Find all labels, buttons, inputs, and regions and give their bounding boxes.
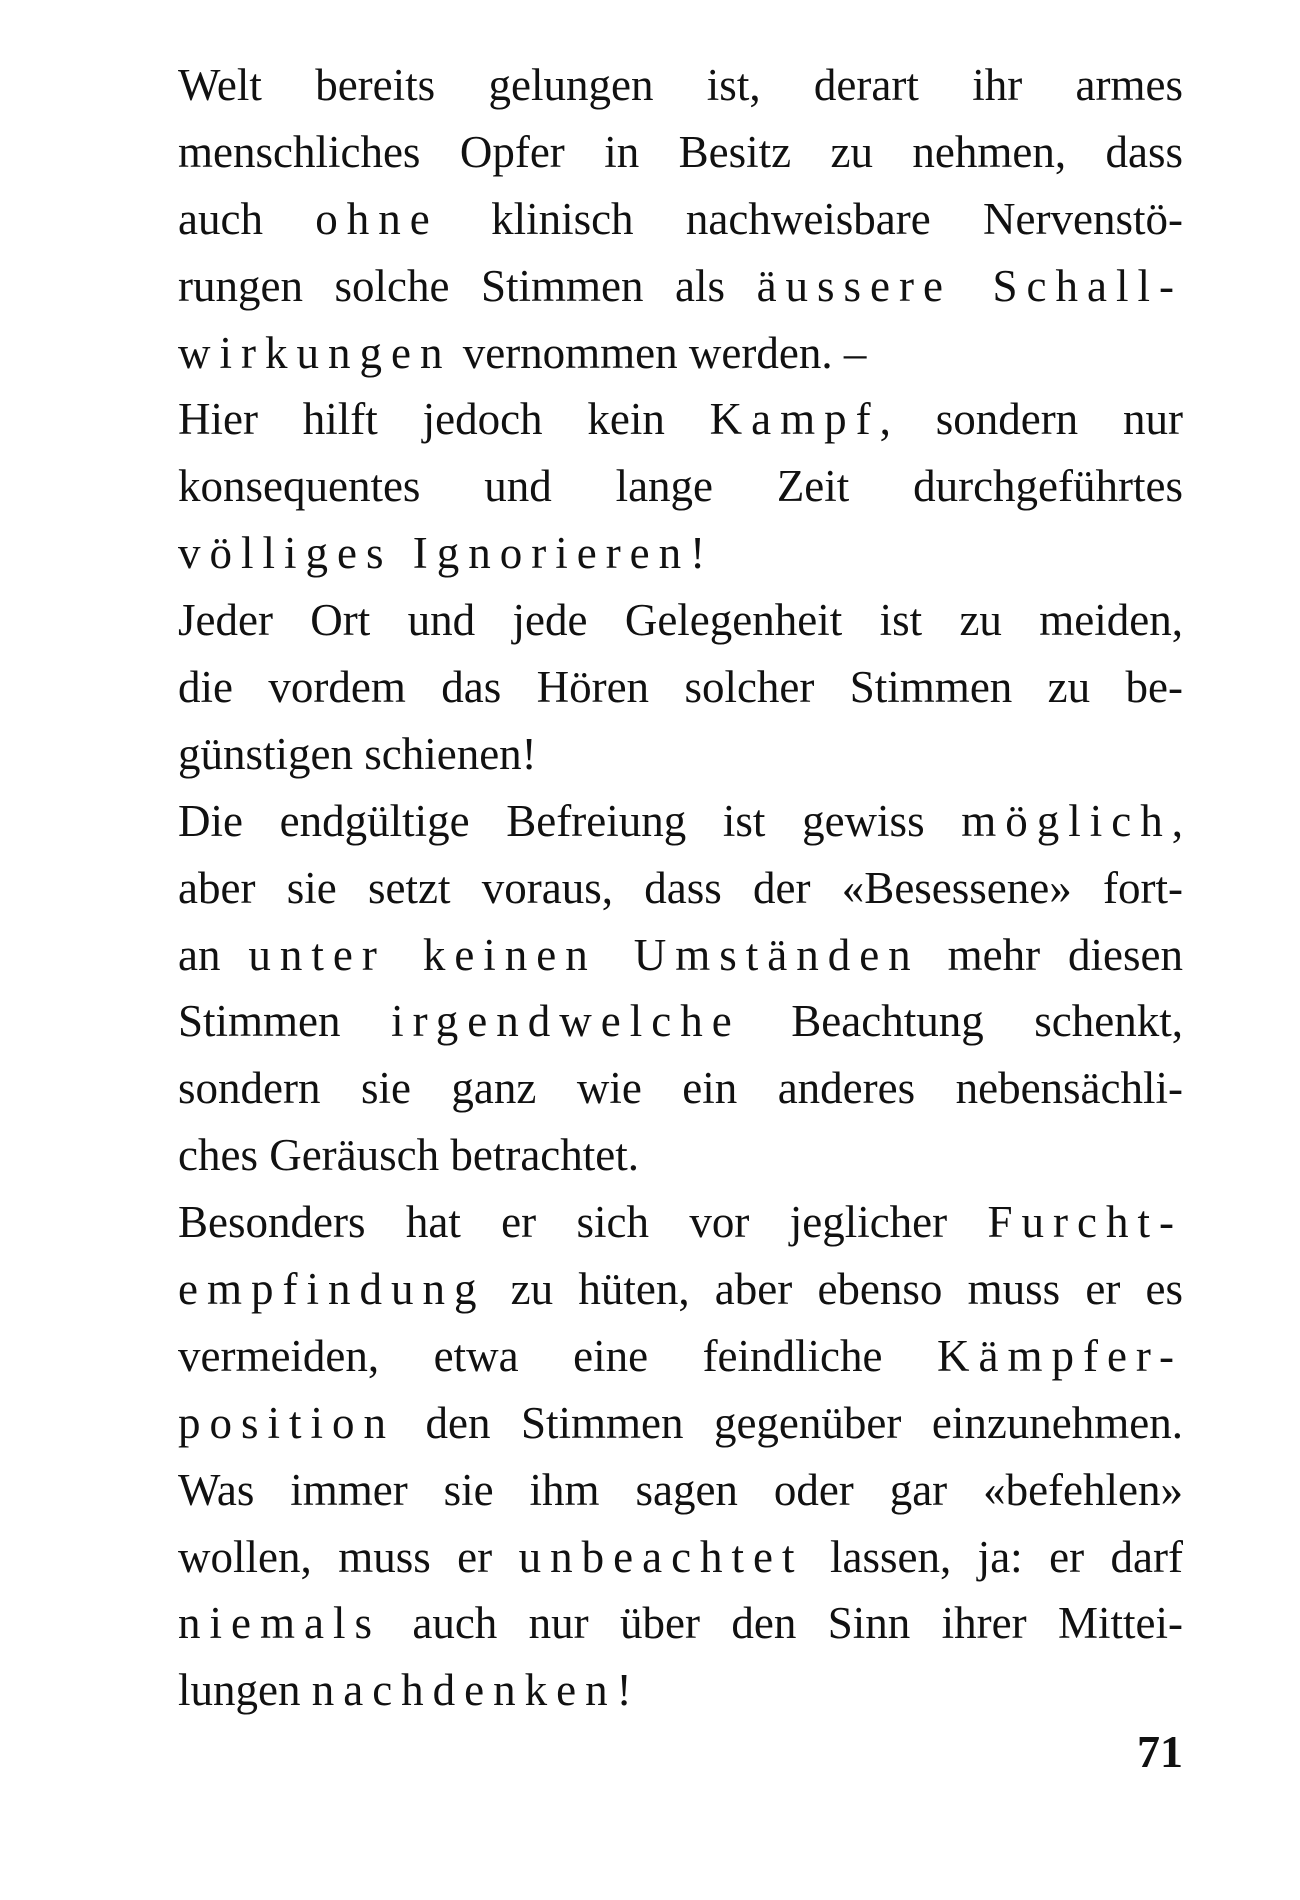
- text-line: [178, 52, 1183, 119]
- emphasized-text: Kämpfer-: [936, 1330, 1183, 1381]
- text-line: [178, 1457, 1183, 1524]
- text-line: [178, 253, 1183, 320]
- text-line: [178, 587, 1183, 654]
- emphasized-text: wirkungen: [178, 327, 452, 378]
- emphasized-text: Kampf: [709, 394, 880, 445]
- text-run: klinisch nachweisbare Nervenstö-: [438, 193, 1183, 244]
- text-run: Besonders hat er sich vor jeglicher: [178, 1197, 988, 1248]
- text-run: Was immer sie ihm sagen oder gar «befehlen»: [178, 1464, 1183, 1515]
- page-number: 71: [1137, 1726, 1183, 1777]
- text-run: Welt bereits gelungen ist, derart ihr armes: [178, 60, 1183, 110]
- text-run: ,: [1171, 795, 1183, 846]
- text-run: vernommen werden. –: [451, 327, 867, 378]
- text-line: [178, 453, 1183, 520]
- text-line: [178, 119, 1183, 186]
- text-line: [178, 1256, 1183, 1323]
- text-run: Hier hilft jedoch kein: [178, 394, 710, 445]
- emphasized-text: position: [178, 1397, 396, 1448]
- text-run: günstigen schienen!: [178, 728, 537, 779]
- text-run: mehr diesen: [919, 929, 1183, 980]
- text-line: [178, 320, 1183, 387]
- emphasized-text: völliges Ignorieren!: [178, 528, 715, 579]
- text-run: sondern sie ganz wie ein anderes nebensächli-: [178, 1063, 1183, 1114]
- text-run: den Stimmen gegenüber einzunehmen.: [395, 1397, 1183, 1448]
- page-body: [178, 52, 1183, 1724]
- emphasized-text: Furcht-: [987, 1197, 1183, 1248]
- text-run: menschliches Opfer in Besitz zu nehmen, dass: [178, 126, 1183, 177]
- text-line: [178, 1390, 1183, 1457]
- text-line: [178, 1055, 1183, 1122]
- emphasized-text: ohne: [315, 193, 439, 244]
- text-line: [178, 1590, 1183, 1657]
- text-run: zu hüten, aber ebenso muss er es: [485, 1264, 1183, 1315]
- text-line: [178, 988, 1183, 1055]
- text-line: [178, 788, 1183, 855]
- emphasized-text: unbeachtet: [518, 1531, 804, 1582]
- text-line: [178, 654, 1183, 721]
- text-run: ches Geräusch betrachtet.: [178, 1130, 640, 1181]
- text-run: Stimmen: [178, 996, 392, 1047]
- text-line: [178, 855, 1183, 922]
- text-run: lungen: [178, 1665, 312, 1716]
- text-run: konsequentes und lange Zeit durchgeführtes: [178, 461, 1183, 512]
- text-run: rungen solche Stimmen als: [178, 260, 757, 311]
- text-line: [178, 520, 1183, 587]
- text-line: [178, 922, 1183, 989]
- text-line: [178, 1189, 1183, 1256]
- emphasized-text: irgendwelche: [391, 996, 741, 1047]
- text-line: [178, 1657, 1183, 1724]
- text-run: die vordem das Hören solcher Stimmen zu be-: [178, 662, 1183, 713]
- emphasized-text: niemals: [178, 1598, 381, 1649]
- text-run: Beachtung schenkt,: [740, 996, 1183, 1047]
- text-run: vermeiden, etwa eine feindliche: [178, 1330, 937, 1381]
- text-run: Jeder Ort und jede Gelegenheit ist zu meiden,: [178, 595, 1183, 646]
- emphasized-text: nachdenken!: [311, 1665, 641, 1716]
- text-run: wollen, muss er: [178, 1531, 519, 1582]
- emphasized-text: unter keinen Umständen: [248, 929, 920, 980]
- text-run: auch: [178, 193, 316, 244]
- text-line: [178, 386, 1183, 453]
- text-line: [178, 721, 1183, 788]
- text-run: aber sie setzt voraus, dass der «Besessene» fort-: [178, 862, 1183, 913]
- text-run: an: [178, 929, 249, 980]
- text-run: Die endgültige Befreiung ist gewiss: [178, 795, 962, 846]
- text-line: [178, 186, 1183, 253]
- text-line: [178, 1122, 1183, 1189]
- emphasized-text: empfindung: [178, 1264, 486, 1315]
- text-run: lassen, ja: er darf: [803, 1531, 1184, 1582]
- emphasized-text: äussere Schall-: [756, 260, 1183, 311]
- emphasized-text: möglich: [961, 795, 1172, 846]
- text-line: [178, 1524, 1183, 1591]
- text-line: [178, 1323, 1183, 1390]
- text-run: auch nur über den Sinn ihrer Mittei-: [380, 1598, 1183, 1649]
- text-run: , sondern nur: [879, 394, 1183, 445]
